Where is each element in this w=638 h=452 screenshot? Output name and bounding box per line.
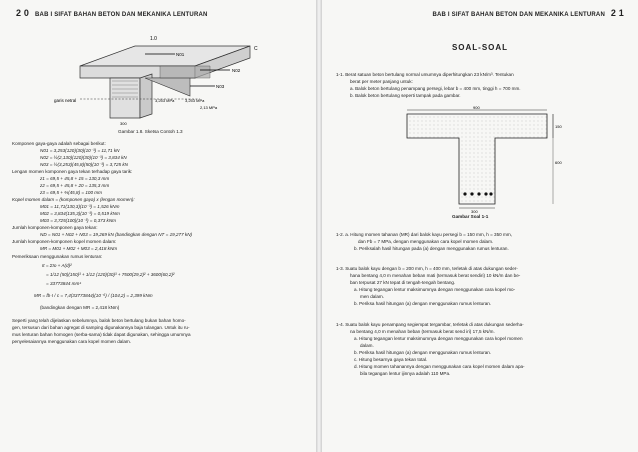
left-text-10: M02 = 3,834(135,3)(10⁻³) = 0,519 kNm <box>40 211 120 216</box>
figure-label-4: N03 <box>216 84 225 89</box>
left-text-16: Pemeriksaan menggunakan rumus lenturan: <box>12 254 103 259</box>
q4-line-4: b. Periksa hasil hitungan (a) dengan menggunakan rumus lenturan. <box>354 350 492 355</box>
left-text-25: penyelesaiannya menggunakan cara kopel momen dalam. <box>12 339 132 344</box>
left-page-number: 2 0 <box>16 8 30 18</box>
q3-line-5: b. Periksa hasil hitungan (a) dengan menggunakan rumus lenturan. <box>354 301 492 306</box>
left-text-8: Kopel momen dalam = (komponen gaya) x (lengan momen): <box>12 197 135 202</box>
q3-line-3: a. Hitung tegangan lentur maksimumnya dengan menggunakan cara kopel mo- <box>354 287 516 292</box>
right-page-number: 2 1 <box>610 8 624 18</box>
left-text-20: MR = fb·I / c = 7,4(33773844)(10⁻⁶) / (104,2) = 2,399 kNm <box>34 293 153 298</box>
q1-line-1: berat per meter panjang untuk: <box>350 79 413 84</box>
left-text-13: ND = N01 + N02 + N03 = 19,269 kN (bandingkan dengan NT = 19,277 kN) <box>40 232 193 237</box>
left-text-15: MR = M01 + M02 + M03 = 2,418 kNm <box>40 246 118 251</box>
q4-line-1: na bentang 4,0 m menahan beban (termasuk berat send iri) 17,5 kN/m. <box>350 329 495 334</box>
left-page <box>0 0 316 452</box>
t-beam-dim-300: 300 <box>471 209 478 214</box>
left-text-12: Jumlah komponen-komponen gaya tekan: <box>12 225 98 230</box>
right-page <box>322 0 638 452</box>
q4-line-0: 1-4. Suatu balok kayu penampang segiempat tergambar, terletak di atas dukungan sederha- <box>336 322 524 327</box>
left-text-6: z2 = 69,5 + 45,8 + 20 = 135,3 mm <box>40 183 110 188</box>
figure-label-2: N01 <box>176 52 185 57</box>
section-title: SOAL-SOAL <box>451 43 509 52</box>
t-beam-dim-150: 150 <box>555 124 562 129</box>
t-beam-dim-600: 600 <box>555 160 562 165</box>
left-text-23: gen, tersusun dari bahan agregat di samping digunakannya baja tulangan. Untuk itu ru- <box>12 325 190 330</box>
figure-label-9: 300 <box>120 121 127 126</box>
soal-figure-caption: Gambar Soal 1-1 <box>452 214 489 219</box>
t-beam-figure <box>397 104 567 214</box>
q1-line-0: 1-1. Berat satuan beton bertulang normal umumnya diperhitungkan 23 kN/m³. Tentukan <box>336 72 514 77</box>
left-text-2: N02 = ½(2,130)(120)(30)(10⁻³) = 3,834 kN <box>40 155 127 160</box>
figure-label-3: N02 <box>232 68 241 73</box>
left-header-text: BAB I SIFAT BAHAN BETON DAN MEKANIKA LENTURAN <box>35 12 208 18</box>
q1-line-2: a. Balok beton bertulang penampang persegi, lebar b = 400 mm, tinggi h = 700 mm. <box>350 86 521 91</box>
left-text-21: (bandingkan dengan MR = 2,418 kNm) <box>40 305 120 310</box>
left-text-17: It = ΣIo + A(d)² <box>42 263 72 268</box>
q4-line-3: dalam. <box>360 343 374 348</box>
q3-line-0: 1-3. Suatu balok kayu dengan b = 200 mm, h = 400 mm, terletak di atas dukungan seder- <box>336 266 518 271</box>
q4-line-6: d. Hitung momen tahanannya dengan menggunakan cara kopel momen dalam apa- <box>354 364 525 369</box>
left-text-5: z1 = 69,5 + 45,8 + 15 = 130,3 mm <box>40 176 110 181</box>
q4-line-5: c. Hitung besarnya gaya tekan total. <box>354 357 428 362</box>
q2-line-2: b. Periksalah hasil hitungan pada (a) dengan menggunakan rumus lenturan. <box>354 246 509 251</box>
left-text-18: = 1/12 (50)(150)³ + 1/12 (120)(30)³ + 7500(29,2)² + 3600(60,2)² <box>46 272 175 277</box>
q2-line-1: dan Fb = 7 MPa, dengan menggunakan cara kopel momen dalam. <box>358 239 494 244</box>
left-text-19: = 33773844 mm⁴ <box>46 281 82 286</box>
q3-line-1: hana bentang 4,0 m menahan beban mati (termasuk berat sendiri) 10 kN/m dan be- <box>350 273 521 278</box>
figure-label-0: 1.0 <box>150 36 157 42</box>
left-text-0: Komponen gaya-gaya adalah sebagai berikut: <box>12 141 106 146</box>
figure-label-1: C <box>254 46 258 52</box>
q1-line-3: b. Balok beton bertulang seperti tampak pada gambar. <box>350 93 461 98</box>
right-header <box>432 8 628 18</box>
left-header <box>12 8 208 18</box>
left-text-3: N03 = ½(3,253)(45,8)(50)(10⁻³) = 3,725 kN <box>40 162 128 167</box>
left-text-1: N01 = 3,253(120)(30)(10⁻³) = 11,71 kN <box>40 148 120 153</box>
figure-label-6: 3,253 MPa <box>155 98 175 103</box>
left-text-11: M03 = 3,725(100)(10⁻³) = 0,373 kNm <box>40 218 116 223</box>
q4-line-7: bila tegangan lentur ijinnya adalah 110 MPa. <box>360 371 451 376</box>
left-text-7: z3 = 69,5 + ⅔(45,8) = 100 mm <box>40 190 102 195</box>
figure-caption: Gambar 1.8. Sketsa Contoh 1.3 <box>118 129 183 134</box>
left-text-14: Jumlah komponen-komponen kopel momen dalam: <box>12 239 117 244</box>
figure-label-5: garis netral <box>54 98 77 103</box>
left-text-9: M01 = 11,71(130,3)(10⁻³) = 1,526 kNm <box>40 204 120 209</box>
q2-line-0: 1-2. a. Hitung momen tahanan (MR) dari balok kayu persegi b = 150 mm, h = 350 mm, <box>336 232 512 237</box>
t-beam-dim-900: 900 <box>473 105 480 110</box>
q3-line-2: ban terpusat 27 kN tepat di tengah-tengah bentang. <box>350 280 456 285</box>
figure-label-8: 2,13 MPa <box>200 105 218 110</box>
q4-line-2: a. Hitung tegangan lentur maksimumnya dengan menggunakan cara kopel momen <box>354 336 523 341</box>
left-text-24: mus lenturan bahan homogen (serba-sama) tidak dapat digunakan, sehingga umumnya <box>12 332 191 337</box>
left-text-4: Lengan momen komponen gaya tekan terhadap gaya tarik: <box>12 169 133 174</box>
q3-line-4: men dalam. <box>360 294 385 299</box>
figure-label-7: 3,253 MPa <box>185 98 205 103</box>
left-text-22: Seperti yang telah dijelaskan sebelumnya, balok beton bertulang bukan bahan homo- <box>12 318 186 323</box>
right-header-text: BAB I SIFAT BAHAN BETON DAN MEKANIKA LENTURAN <box>432 12 605 18</box>
sketch-figure <box>40 26 280 126</box>
